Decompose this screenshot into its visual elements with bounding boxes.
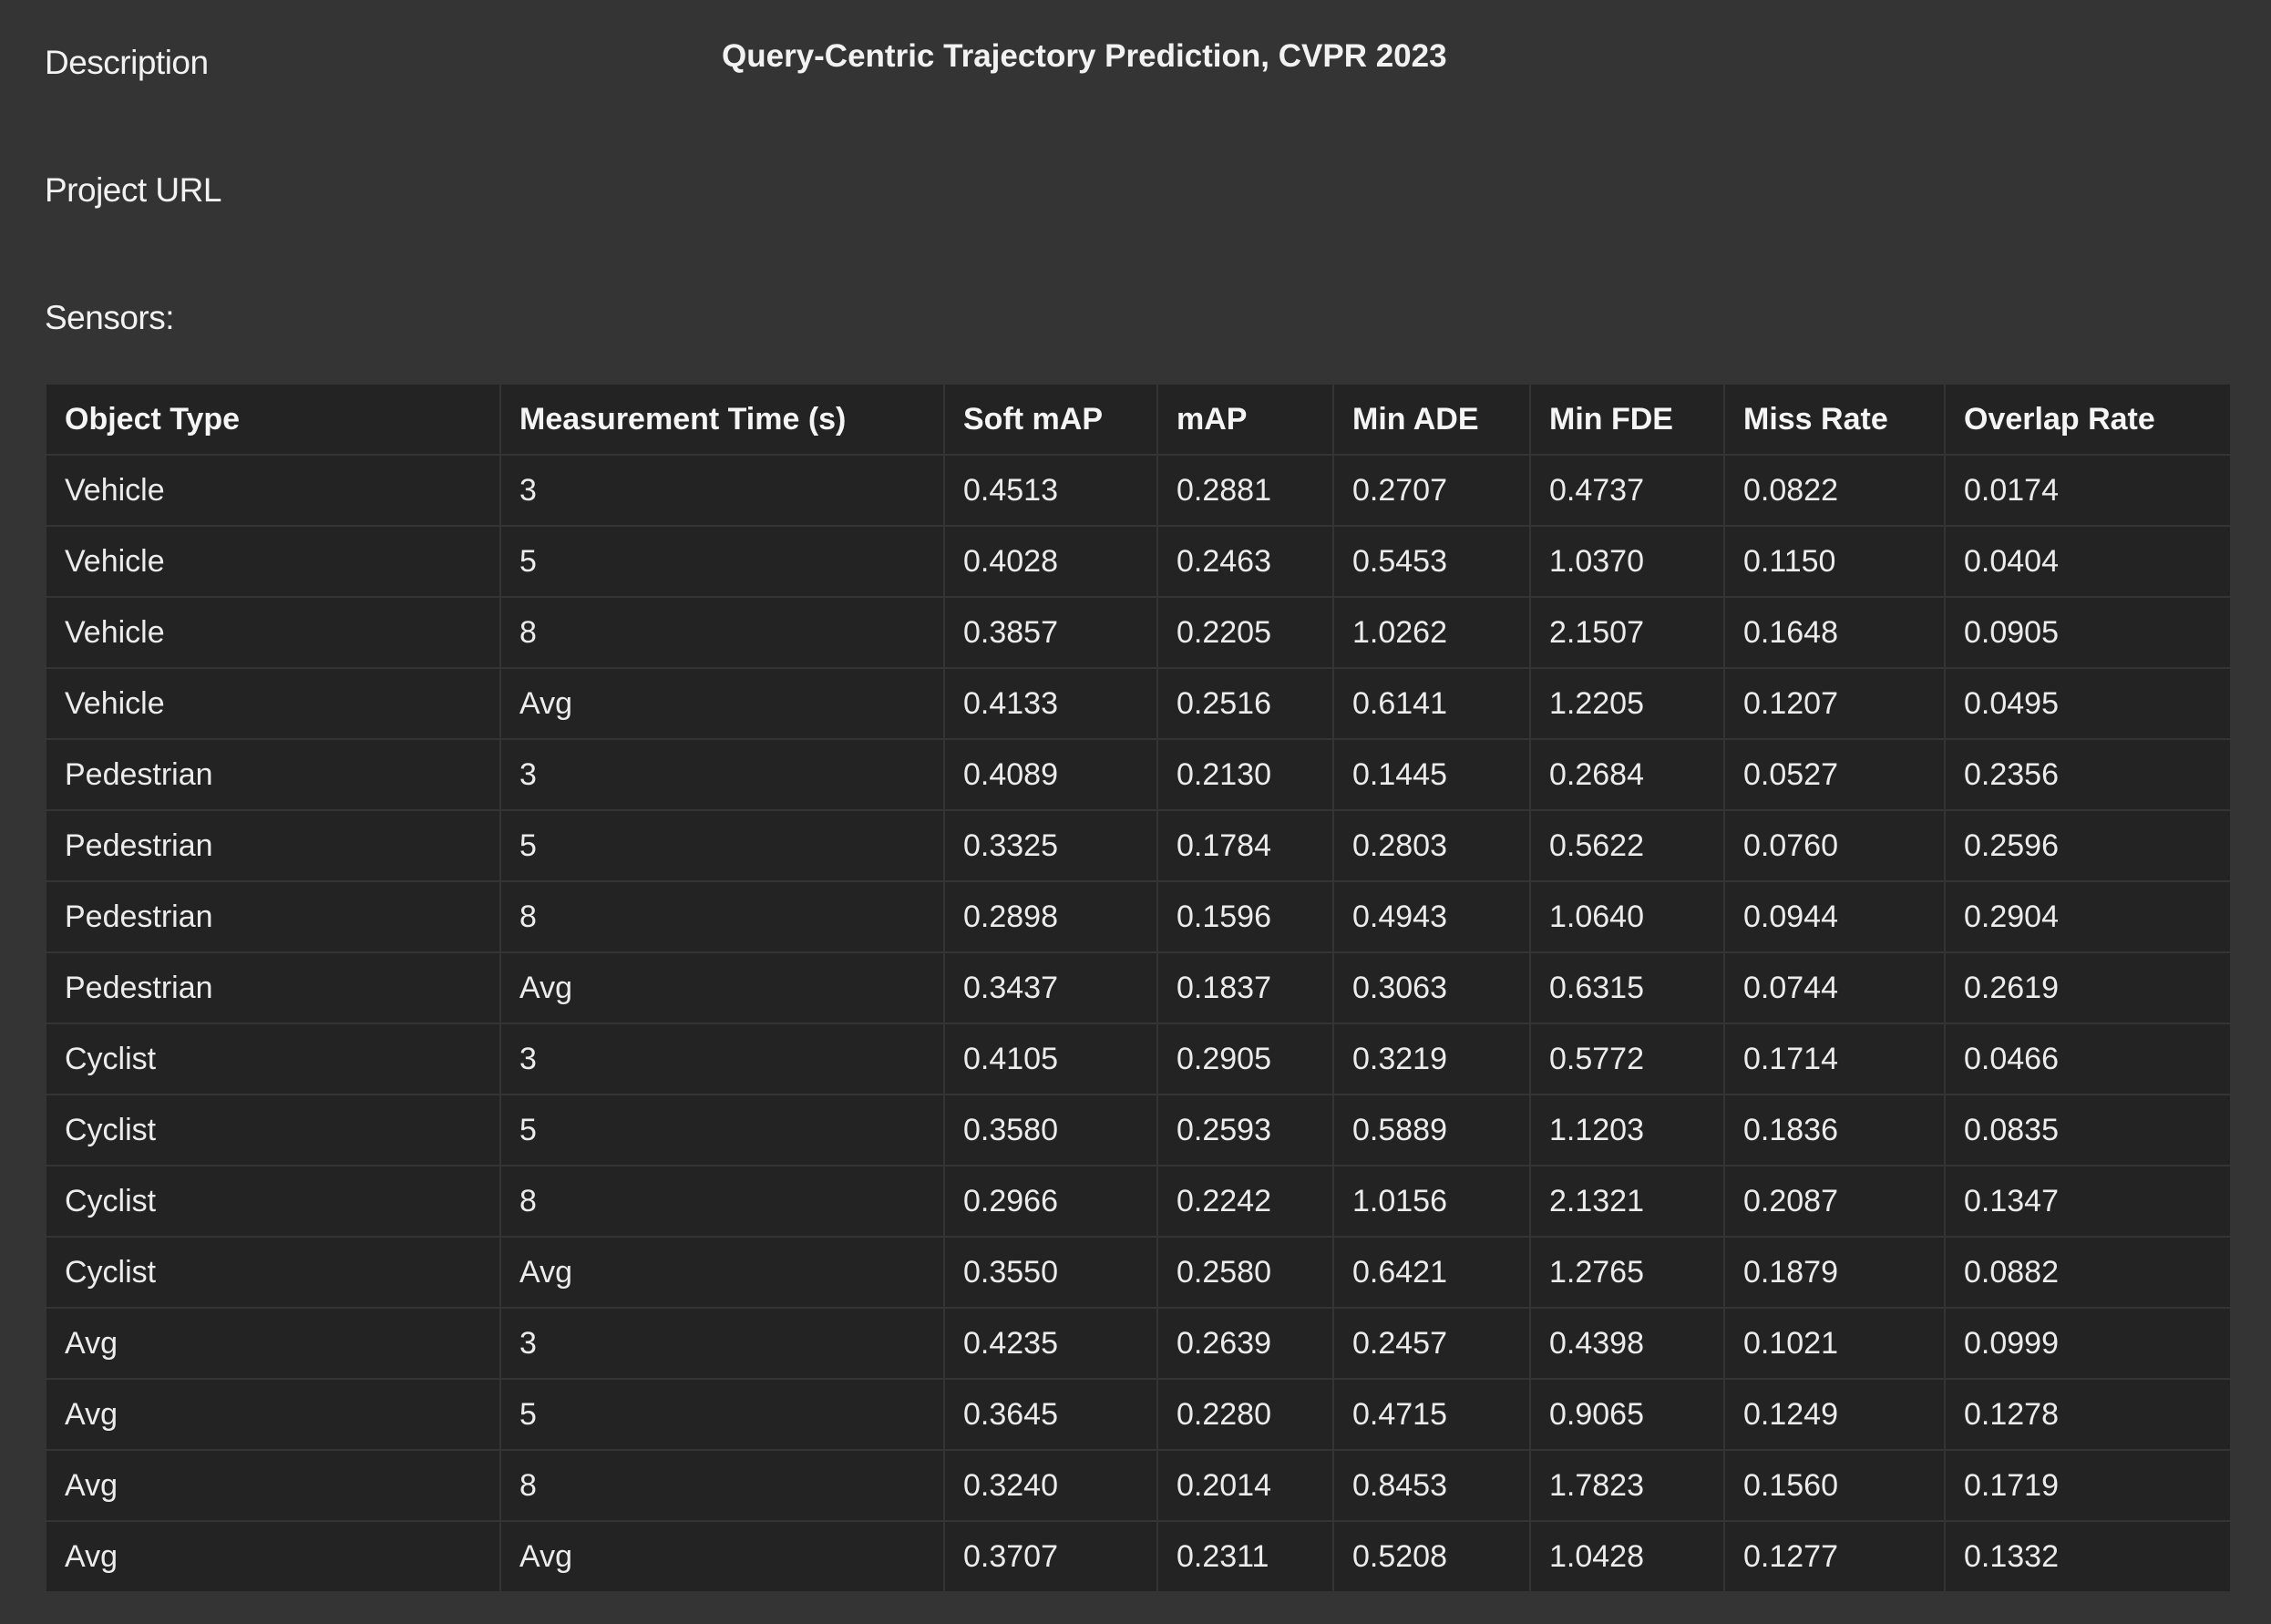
table-cell: 0.4513 <box>944 455 1157 526</box>
column-header: Min ADE <box>1333 384 1530 455</box>
table-cell: 0.4028 <box>944 526 1157 597</box>
table-cell: 0.3437 <box>944 952 1157 1023</box>
table-cell: 0.2205 <box>1157 597 1333 668</box>
table-cell: 0.0822 <box>1724 455 1945 526</box>
table-cell: 0.2684 <box>1530 739 1724 810</box>
table-cell: 0.2639 <box>1157 1308 1333 1379</box>
table-cell: 0.3580 <box>944 1095 1157 1166</box>
table-row <box>46 1379 2231 1450</box>
table-cell: 0.1719 <box>1945 1450 2231 1521</box>
table-cell: Avg <box>46 1308 500 1379</box>
table-cell: 8 <box>500 881 944 952</box>
table-cell: Avg <box>500 1521 944 1592</box>
table-cell: 0.2014 <box>1157 1450 1333 1521</box>
table-cell: Avg <box>46 1379 500 1450</box>
table-cell: 0.0944 <box>1724 881 1945 952</box>
table-cell: 0.0466 <box>1945 1023 2231 1095</box>
table-cell: 1.7823 <box>1530 1450 1724 1521</box>
table-cell: 0.1837 <box>1157 952 1333 1023</box>
table-cell: 0.6421 <box>1333 1237 1530 1308</box>
table-cell: Avg <box>500 668 944 739</box>
table-cell: Cyclist <box>46 1237 500 1308</box>
table-cell: 0.0495 <box>1945 668 2231 739</box>
table-cell: 0.2966 <box>944 1166 1157 1237</box>
table-cell: 3 <box>500 739 944 810</box>
table-row <box>46 1237 2231 1308</box>
table-cell: 0.2593 <box>1157 1095 1333 1166</box>
table-cell: 0.2707 <box>1333 455 1530 526</box>
table-cell: 0.6315 <box>1530 952 1724 1023</box>
table-row <box>46 455 2231 526</box>
table-cell: 0.6141 <box>1333 668 1530 739</box>
table-row <box>46 1095 2231 1166</box>
column-header: Miss Rate <box>1724 384 1945 455</box>
table-row <box>46 1521 2231 1592</box>
table-row <box>46 952 2231 1023</box>
table-cell: 0.2898 <box>944 881 1157 952</box>
table-cell: 0.1784 <box>1157 810 1333 881</box>
table-cell: Pedestrian <box>46 739 500 810</box>
table-cell: Cyclist <box>46 1166 500 1237</box>
table-cell: 2.1321 <box>1530 1166 1724 1237</box>
table-cell: 5 <box>500 526 944 597</box>
description-value: Query-Centric Trajectory Prediction, CVPR 2023 <box>722 38 1447 74</box>
table-cell: 1.0640 <box>1530 881 1724 952</box>
table-cell: Avg <box>46 1450 500 1521</box>
table-cell: 1.0428 <box>1530 1521 1724 1592</box>
table-cell: 0.1445 <box>1333 739 1530 810</box>
table-cell: 0.5453 <box>1333 526 1530 597</box>
table-cell: 0.5772 <box>1530 1023 1724 1095</box>
table-cell: 5 <box>500 810 944 881</box>
table-cell: 3 <box>500 1308 944 1379</box>
table-cell: Vehicle <box>46 597 500 668</box>
table-cell: 0.2516 <box>1157 668 1333 739</box>
table-cell: 0.3550 <box>944 1237 1157 1308</box>
table-cell: 0.2463 <box>1157 526 1333 597</box>
table-cell: 0.1596 <box>1157 881 1333 952</box>
table-cell: 0.0882 <box>1945 1237 2231 1308</box>
column-header: Measurement Time (s) <box>500 384 944 455</box>
table-cell: 0.3645 <box>944 1379 1157 1450</box>
table-cell: 0.3707 <box>944 1521 1157 1592</box>
table-cell: 2.1507 <box>1530 597 1724 668</box>
table-cell: 0.2242 <box>1157 1166 1333 1237</box>
table-cell: 0.1347 <box>1945 1166 2231 1237</box>
table-cell: 0.2619 <box>1945 952 2231 1023</box>
table-cell: 0.0999 <box>1945 1308 2231 1379</box>
table-cell: 0.3857 <box>944 597 1157 668</box>
table-cell: 3 <box>500 455 944 526</box>
table-cell: 0.2596 <box>1945 810 2231 881</box>
table-cell: 0.1332 <box>1945 1521 2231 1592</box>
table-cell: 0.3325 <box>944 810 1157 881</box>
table-cell: 0.2457 <box>1333 1308 1530 1379</box>
table-cell: 8 <box>500 1450 944 1521</box>
table-cell: 0.4398 <box>1530 1308 1724 1379</box>
table-cell: 8 <box>500 1166 944 1237</box>
column-header: mAP <box>1157 384 1333 455</box>
table-cell: 0.4089 <box>944 739 1157 810</box>
table-row <box>46 597 2231 668</box>
table-cell: 0.4715 <box>1333 1379 1530 1450</box>
table-cell: 0.3063 <box>1333 952 1530 1023</box>
table-cell: 0.1277 <box>1724 1521 1945 1592</box>
table-cell: Vehicle <box>46 668 500 739</box>
table-cell: Vehicle <box>46 526 500 597</box>
table-cell: 0.0760 <box>1724 810 1945 881</box>
table-cell: 0.4105 <box>944 1023 1157 1095</box>
table-cell: 0.0905 <box>1945 597 2231 668</box>
table-cell: 0.0527 <box>1724 739 1945 810</box>
table-cell: 0.1021 <box>1724 1308 1945 1379</box>
table-cell: 1.2765 <box>1530 1237 1724 1308</box>
sensors-label: Sensors: <box>45 299 175 336</box>
table-cell: 0.9065 <box>1530 1379 1724 1450</box>
table-cell: 0.4737 <box>1530 455 1724 526</box>
table-cell: 1.2205 <box>1530 668 1724 739</box>
table-row <box>46 810 2231 881</box>
table-cell: Pedestrian <box>46 881 500 952</box>
table-cell: Avg <box>500 952 944 1023</box>
table-cell: 0.2280 <box>1157 1379 1333 1450</box>
table-header-row <box>46 384 2231 455</box>
table-cell: 0.1207 <box>1724 668 1945 739</box>
table-cell: 5 <box>500 1379 944 1450</box>
table-cell: 0.2905 <box>1157 1023 1333 1095</box>
table-cell: 0.4235 <box>944 1308 1157 1379</box>
table-cell: Vehicle <box>46 455 500 526</box>
table-cell: 0.0174 <box>1945 455 2231 526</box>
table-row <box>46 1450 2231 1521</box>
table-cell: 0.3219 <box>1333 1023 1530 1095</box>
table-cell: Cyclist <box>46 1023 500 1095</box>
table-row <box>46 1023 2231 1095</box>
table-cell: 0.1648 <box>1724 597 1945 668</box>
column-header: Soft mAP <box>944 384 1157 455</box>
table-cell: 1.1203 <box>1530 1095 1724 1166</box>
table-cell: Pedestrian <box>46 810 500 881</box>
table-row <box>46 739 2231 810</box>
results-table <box>45 383 2232 1593</box>
table-row <box>46 526 2231 597</box>
table-cell: Cyclist <box>46 1095 500 1166</box>
table-cell: Avg <box>46 1521 500 1592</box>
table-cell: 1.0262 <box>1333 597 1530 668</box>
table-cell: 0.1560 <box>1724 1450 1945 1521</box>
table-cell: 0.1879 <box>1724 1237 1945 1308</box>
table-cell: 0.0404 <box>1945 526 2231 597</box>
table-cell: 1.0370 <box>1530 526 1724 597</box>
table-cell: 0.5889 <box>1333 1095 1530 1166</box>
table-cell: 0.5208 <box>1333 1521 1530 1592</box>
table-body <box>46 455 2231 1592</box>
table-cell: 0.4133 <box>944 668 1157 739</box>
table-cell: 0.2580 <box>1157 1237 1333 1308</box>
table-cell: 0.1249 <box>1724 1379 1945 1450</box>
table-row <box>46 881 2231 952</box>
table-row <box>46 1166 2231 1237</box>
table-cell: 0.8453 <box>1333 1450 1530 1521</box>
table-cell: 0.2803 <box>1333 810 1530 881</box>
description-label: Description <box>45 44 209 81</box>
table-cell: 0.1836 <box>1724 1095 1945 1166</box>
column-header: Overlap Rate <box>1945 384 2231 455</box>
table-row <box>46 1308 2231 1379</box>
table-cell: 1.0156 <box>1333 1166 1530 1237</box>
table-cell: 0.2356 <box>1945 739 2231 810</box>
table-cell: 0.0835 <box>1945 1095 2231 1166</box>
table-cell: 0.4943 <box>1333 881 1530 952</box>
table-cell: Avg <box>500 1237 944 1308</box>
table-cell: 0.3240 <box>944 1450 1157 1521</box>
table-cell: 8 <box>500 597 944 668</box>
table-cell: 0.5622 <box>1530 810 1724 881</box>
table-cell: 0.2087 <box>1724 1166 1945 1237</box>
table-cell: 0.2904 <box>1945 881 2231 952</box>
table-cell: 0.0744 <box>1724 952 1945 1023</box>
table-cell: 0.2311 <box>1157 1521 1333 1592</box>
table-cell: 0.1714 <box>1724 1023 1945 1095</box>
table-cell: 0.1278 <box>1945 1379 2231 1450</box>
project-url-label: Project URL <box>45 171 221 209</box>
table-cell: 0.2881 <box>1157 455 1333 526</box>
table-cell: 5 <box>500 1095 944 1166</box>
table-cell: 0.2130 <box>1157 739 1333 810</box>
column-header: Object Type <box>46 384 500 455</box>
table-row <box>46 668 2231 739</box>
column-header: Min FDE <box>1530 384 1724 455</box>
table-cell: 3 <box>500 1023 944 1095</box>
table-cell: 0.1150 <box>1724 526 1945 597</box>
table-cell: Pedestrian <box>46 952 500 1023</box>
